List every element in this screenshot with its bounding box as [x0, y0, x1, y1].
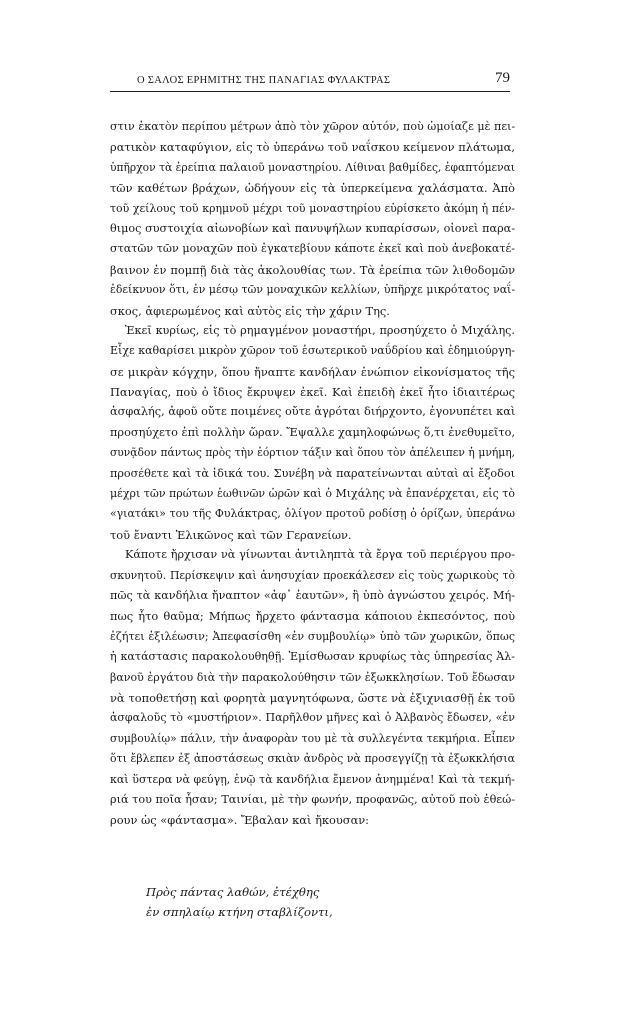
text-line: πῶς τὰ κανδήλια ἤναπτον «ἀφ᾽ ἑαυτῶν», ἢ ὑπὸ ἀγνώστου χειρός. Μή- [110, 588, 515, 602]
text-line: σκυνητοῦ. Περίσκεψιν καὶ ἀνησυχίαν προεκάλεσεν εἰς τοὺς χωρικοὺς τὸ [110, 568, 515, 582]
text-line: ὑπῆρχον τὰ ἐρείπια παλαιοῦ μοναστηρίου. Λίθιναι βαθμίδες, ἐφαπτόμεναι [110, 160, 515, 174]
text-line: ἐδείκνυον ὅτι, ἐν μέσῳ τῶν μοναχικῶν κελλίων, ὑπῆρχε μικρότατος ναΐ- [110, 283, 515, 297]
text-line: Ἐκεῖ κυρίως, εἰς τὸ ρημαγμένον μοναστήρι, προσηύχετο ὁ Μιχάλης. [125, 323, 515, 337]
verse-line: Πρὸς πάντας λαθών, ἐτέχθης [146, 885, 320, 899]
text-line: «γιατάκι» του τῆς Φυλάκτρας, ὀλίγον προτοῦ ροδίσῃ ὁ ὁρίζων, ὑπεράνω [110, 507, 515, 521]
text-line: τοῦ χείλους τοῦ κρημνοῦ μέχρι τοῦ μοναστηρίου εὑρίσκετο ἀκόμη ἡ πέν- [110, 201, 515, 215]
text-line: ρουν ὡς «φάντασμα». Ἔβαλαν καὶ ἤκουσαν: [110, 813, 370, 828]
text-line: Εἶχε καθαρίσει μικρὸν χῶρον τοῦ ἐσωτερικοῦ ναΰδρίου καὶ ἐδημιούργη- [110, 344, 515, 358]
text-line: πως ἦτο θαῦμα; Μήπως ἤρχετο φάντασμα κάποιου ἐκπεσόντος, ποὺ [110, 609, 515, 624]
text-line: μέχρι τῶν πρώτων ἑωθινῶν ὡρῶν καὶ ὁ Μιχάλης νὰ ἐπανέρχεται, εἰς τὸ [110, 487, 515, 501]
text-line: ριά του ποῖα ἦσαν; Ταινίαι, μὲ τὴν φωνήν, προφανῶς, αὐτοῦ ποὺ ἐθεώ- [110, 792, 515, 806]
page-number: 79 [495, 70, 510, 86]
text-line: βαινον ἐν πομπῇ διὰ τὰς ἀκολουθίας των. Τὰ ἐρείπια τῶν λιθοδομῶν [110, 262, 515, 277]
text-line: προσέθετε καὶ τὰ ἰδικά του. Συνέβη νὰ παρατείνωνται αὐταὶ αἱ ἔξοδοι [110, 466, 515, 480]
text-line: ὅτι ἔβλεπεν ἐξ ἀποστάσεως σκιὰν ἀνδρὸς νὰ προσεγγίζῃ τὰ ἐξωκκλήσια [110, 752, 515, 766]
text-line: θιμος συστοιχία αἰωνοβίων καὶ πανυψήλων κυπαρίσσων, οἱονεὶ παρα- [110, 221, 515, 235]
running-head [110, 71, 510, 91]
text-line: τοῦ ἔναντι Ἑλικῶνος καὶ τῶν Γερανείων. [110, 527, 352, 542]
text-line: ρατικὸν καταφύγιον, εἰς τὸ ὑπεράνω τοῦ ναΐσκου κείμενον πλάτωμα, [110, 140, 515, 155]
text-line: στατῶν τῶν μοναχῶν ποὺ ἐγκατεβίουν κάποτε ἐκεῖ καὶ ποὺ ἀνεβοκατέ- [110, 242, 515, 256]
text-line: βανοῦ ἐργάτου διὰ τὴν παρακολούθησιν τῶν ἐξωκκλησίων. Τοῦ ἔδωσαν [110, 670, 515, 684]
text-line: Κάποτε ἤρχισαν νὰ γίνωνται ἀντιληπτὰ τὰ ἔργα τοῦ περιέργου προ- [125, 548, 515, 562]
text-line: σκος, ἀφιερωμένος καὶ αὐτὸς εἰς τὴν χάριν Της. [110, 303, 390, 318]
text-line: Παναγίας, ποὺ ὁ ἴδιος ἔκρυψεν ἐκεῖ. Καὶ ἐπειδὴ ἐκεῖ ἦτο ἰδιαιτέρως [110, 385, 515, 400]
text-line: στιν ἑκατὸν περίπου μέτρων ἀπὸ τὸν χῶρον αὐτόν, ποὺ ὡμοίαζε μὲ πει- [110, 120, 516, 133]
verse-line: ἐν σπηλαίῳ κτήνη σταβλίζοντι, [146, 905, 333, 919]
text-line: ἀσφαλοῦς τὸ «μυστήριον». Παρῆλθον μῆνες καὶ ὁ Ἀλβανὸς ἔδωσεν, «ἐν [110, 711, 515, 725]
running-title: Ο ΣΑΛΟΣ ΕΡΗΜΙΤΗΣ ΤΗΣ ΠΑΝΑΓΙΑΣ ΦΥΛΑΚΤΡΑΣ [137, 75, 391, 86]
text-line: καὶ ὕστερα νὰ φεύγῃ, ἐνῷ τὰ κανδήλια ἔμενον ἀνημμένα! Καὶ τὰ τεκμή- [110, 772, 515, 786]
text-line: ἡ κατάστασις παρακολουθηθῇ. Ἐμίσθωσαν κρυφίως τὰς ὑπηρεσίας Ἀλ- [110, 650, 515, 664]
text-line: σε μικρὰν κόγχην, ὅπου ἤναπτε κανδήλαν ἐνώπιον εἰκονίσματος τῆς [110, 364, 515, 379]
text-line: συνᾷδον πάντως πρὸς τὴν ἑόρτιον τάξιν καὶ ὅπου τὸν ἀπέλειπεν ἡ μνήμη, [110, 446, 515, 460]
header-rule [110, 91, 510, 92]
text-line: νὰ τοποθετήσῃ καὶ φορητὰ μαγνητόφωνα, ὥστε νὰ ἐξιχνιασθῇ ἐκ τοῦ [110, 690, 515, 705]
verse-quote [146, 882, 333, 922]
text-line: συμβουλίῳ» πάλιν, τὴν ἀναφορὰν του μὲ τὰ συλλεγέντα τεκμήρια. Εἶπεν [110, 731, 515, 745]
body-text [110, 117, 515, 831]
text-line: ἀσφαλής, ἀφοῦ οὔτε ποιμένες οὔτε ἀγρόται διήρχοντο, ἐγονυπέτει καὶ [110, 405, 516, 419]
text-line: προσηύχετο ἐπὶ πολλὴν ὥραν. Ἔψαλλε χαμηλοφώνως ὅ,τι ἐνεθυμεῖτο, [110, 425, 516, 439]
text-line: τῶν καθέτων βράχων, ὡδήγουν εἰς τὰ ὑπερκείμενα χαλάσματα. Ἀπὸ [110, 181, 515, 196]
text-line: ἐζήτει ἐξιλέωσιν; Ἀπεφασίσθη «ἐν συμβουλίῳ» ὑπὸ τῶν χωρικῶν, ὅπως [110, 629, 515, 643]
